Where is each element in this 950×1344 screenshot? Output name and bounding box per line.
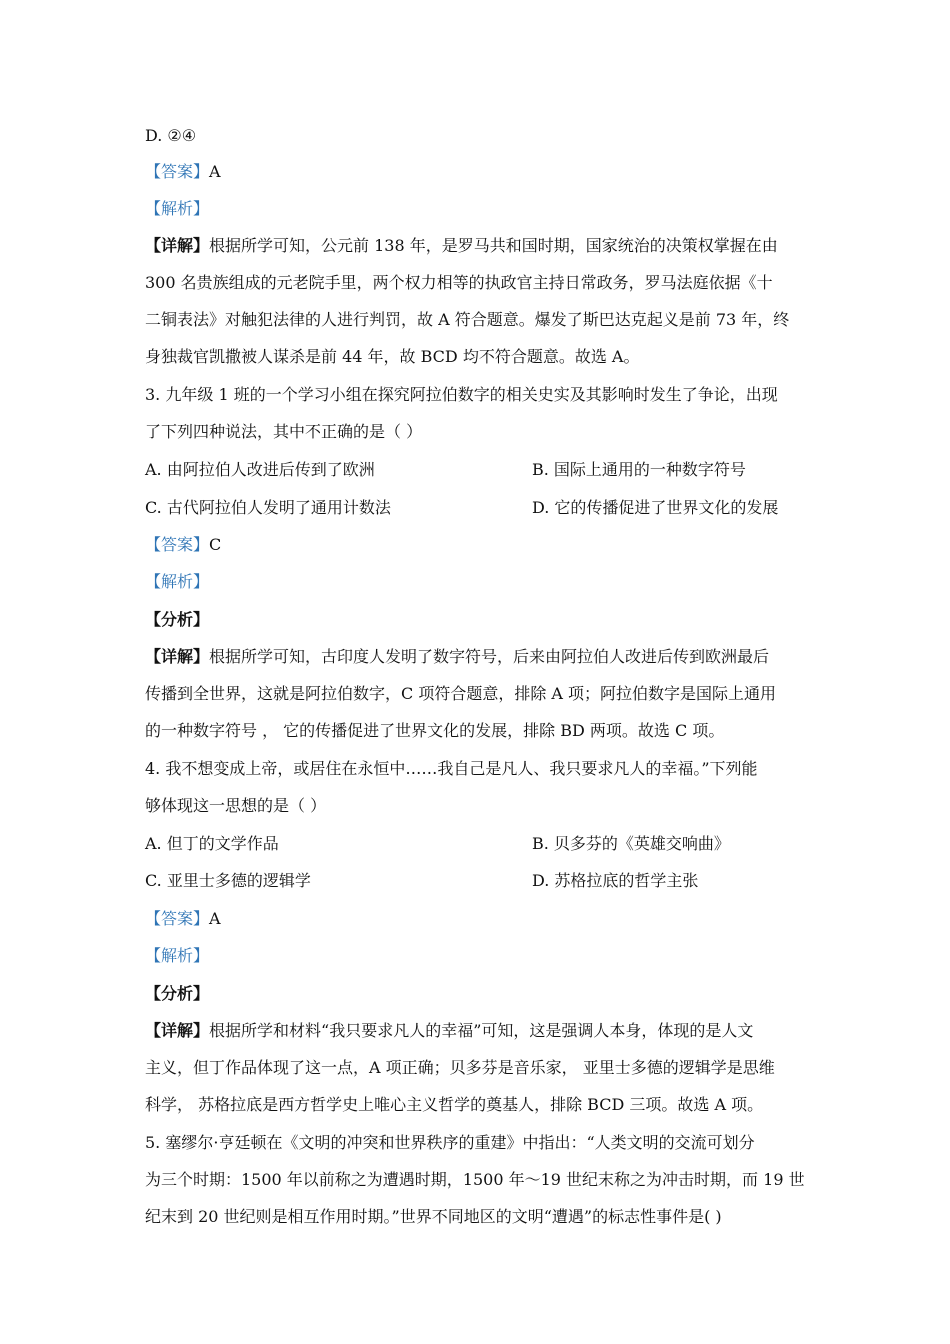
q4-stem: 4. 我不想变成上帝，或居住在永恒中……我自己是凡人、我只要求凡人的幸福。”下列能: [145, 759, 758, 778]
detail-label: 【详解】: [145, 647, 210, 666]
fenxi-label: 【分析】: [145, 610, 210, 629]
detail-line: 300 名贵族组成的元老院手里，两个权力相等的执政官主持日常政务，罗马法庭依据《十: [145, 273, 773, 292]
detail-line: 二铜表法》对触犯法律的人进行判罚，故 A 符合题意。爆发了斯巴达克起义是前 73 年，终: [145, 310, 790, 329]
answer-label: 【答案】: [145, 535, 210, 554]
q3-option-d: D. 它的传播促进了世界文化的发展: [532, 498, 779, 517]
detail-line: 主义，但丁作品体现了这一点，A 项正确；贝多芬是音乐家， 亚里士多德的逻辑学是思维: [145, 1058, 775, 1077]
analysis-label: 【解析】: [145, 199, 210, 218]
answer-label: 【答案】: [145, 909, 210, 928]
q4-option-c: C. 亚里士多德的逻辑学: [145, 871, 311, 890]
q4-option-a: A. 但丁的文学作品: [145, 834, 279, 853]
detail-line: 【详解】根据所学可知，古印度人发明了数字符号，后来由阿拉伯人改进后传到欧洲最后: [145, 647, 770, 666]
answer-value: A: [209, 162, 221, 181]
q3-stem: 了下列四种说法，其中不正确的是（ ）: [145, 422, 423, 441]
q3-stem: 3. 九年级 1 班的一个学习小组在探究阿拉伯数字的相关史实及其影响时发生了争论，出现: [145, 385, 778, 404]
q4-option-d: D. 苏格拉底的哲学主张: [532, 871, 699, 890]
q5-stem: 5. 塞缪尔·亨廷顿在《文明的冲突和世界秩序的重建》中指出：“人类文明的交流可划分: [145, 1133, 755, 1152]
q5-stem: 纪末到 20 世纪则是相互作用时期。”世界不同地区的文明“遭遇”的标志性事件是( ): [145, 1207, 722, 1226]
q5-stem: 为三个时期：1500 年以前称之为遭遇时期，1500 年～19 世纪末称之为冲击时期，而 19 世: [145, 1170, 805, 1189]
q3-option-a: A. 由阿拉伯人改进后传到了欧洲: [145, 460, 375, 479]
answer-label: 【答案】: [145, 162, 210, 181]
answer-row: [145, 909, 221, 929]
detail-line: 传播到全世界，这就是阿拉伯数字，C 项符合题意，排除 A 项；阿拉伯数字是国际上通用: [145, 684, 777, 703]
detail-line: 科学， 苏格拉底是西方哲学史上唯心主义哲学的奠基人，排除 BCD 三项。故选 A 项。: [145, 1095, 764, 1114]
q4-option-b: B. 贝多芬的《英雄交响曲》: [532, 834, 730, 853]
answer-value: A: [209, 909, 221, 928]
detail-label: 【详解】: [145, 1021, 210, 1040]
answer-row: [145, 535, 221, 555]
detail-line: 身独裁官凯撒被人谋杀是前 44 年，故 BCD 均不符合题意。故选 A。: [145, 347, 640, 366]
detail-line: 【详解】根据所学可知，公元前 138 年，是罗马共和国时期，国家统治的决策权掌握在由: [145, 236, 778, 255]
q3-option-b: B. 国际上通用的一种数字符号: [532, 460, 746, 479]
analysis-label: 【解析】: [145, 572, 210, 591]
detail-label: 【详解】: [145, 236, 210, 255]
option-d: D. ②④: [145, 126, 197, 145]
fenxi-label: 【分析】: [145, 984, 210, 1003]
detail-line: 【详解】根据所学和材料“我只要求凡人的幸福”可知，这是强调人本身，体现的是人文: [145, 1021, 754, 1040]
q3-option-c: C. 古代阿拉伯人发明了通用计数法: [145, 498, 391, 517]
answer-value: C: [209, 535, 222, 554]
answer-row: [145, 162, 221, 182]
detail-line: 的一种数字符号 ， 它的传播促进了世界文化的发展，排除 BD 两项。故选 C 项。: [145, 721, 725, 740]
q4-stem: 够体现这一思想的是（ ）: [145, 796, 327, 815]
analysis-label: 【解析】: [145, 946, 210, 965]
